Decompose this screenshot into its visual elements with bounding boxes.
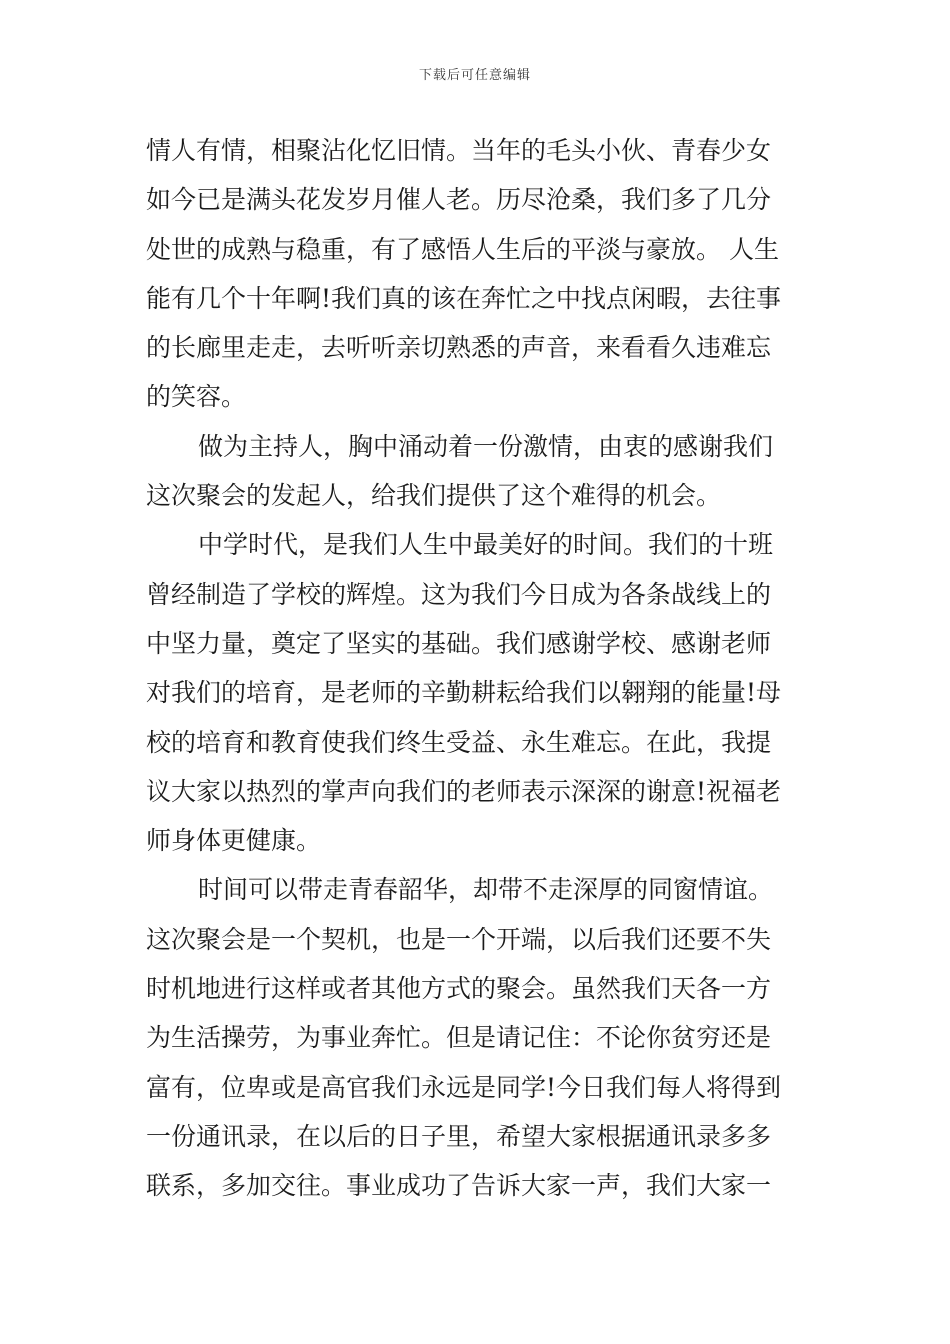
text-line: 一份通讯录，在以后的日子里，希望大家根据通讯录多多 (146, 1121, 772, 1151)
text-line: 中坚力量，奠定了坚实的基础。我们感谢学校、感谢老师 (146, 628, 772, 658)
text-line: 联系，多加交往。事业成功了告诉大家一声，我们大家一 (146, 1171, 772, 1201)
page-header-note: 下载后可任意编辑 (418, 68, 531, 83)
text-line: 如今已是满头花发岁月催人老。历尽沧桑，我们多了几分 (146, 185, 772, 215)
text-line: 议大家以热烈的掌声向我们的老师表示深深的谢意!祝福老 (146, 776, 782, 806)
text-line: 这次聚会是一个契机，也是一个开端，以后我们还要不失 (146, 924, 772, 954)
text-line: 做为主持人，胸中涌动着一份激情，由衷的感谢我们 (198, 431, 774, 461)
text-line: 校的培育和教育使我们终生受益、永生难忘。在此，我提 (146, 727, 772, 757)
text-line: 时机地进行这样或者其他方式的聚会。虽然我们天各一方 (146, 974, 772, 1004)
text-line: 的笑容。 (146, 382, 247, 412)
text-line: 为生活操劳，为事业奔忙。但是请记住：不论你贫穷还是 (146, 1023, 772, 1053)
text-line: 能有几个十年啊!我们真的该在奔忙之中找点闲暇，去往事 (146, 283, 782, 313)
text-line: 曾经制造了学校的辉煌。这为我们今日成为各条战线上的 (146, 579, 772, 609)
text-line: 富有，位卑或是高官我们永远是同学!今日我们每人将得到 (146, 1072, 782, 1102)
text-line: 处世的成熟与稳重，有了感悟人生后的平淡与豪放。 人生 (146, 234, 779, 264)
text-line: 中学时代，是我们人生中最美好的时间。我们的十班 (198, 530, 774, 560)
document-body (146, 126, 806, 1211)
text-line: 这次聚会的发起人，给我们提供了这个难得的机会。 (146, 481, 722, 511)
text-line: 师身体更健康。 (146, 826, 322, 856)
text-line: 对我们的培育，是老师的辛勤耕耘给我们以翱翔的能量!母 (146, 678, 782, 708)
text-line: 的长廊里走走，去听听亲切熟悉的声音，来看看久违难忘 (146, 333, 772, 363)
text-line: 时间可以带走青春韶华，却带不走深厚的同窗情谊。 (198, 875, 774, 905)
text-line: 情人有情，相聚沾化忆旧情。当年的毛头小伙、青春少女 (146, 136, 772, 165)
